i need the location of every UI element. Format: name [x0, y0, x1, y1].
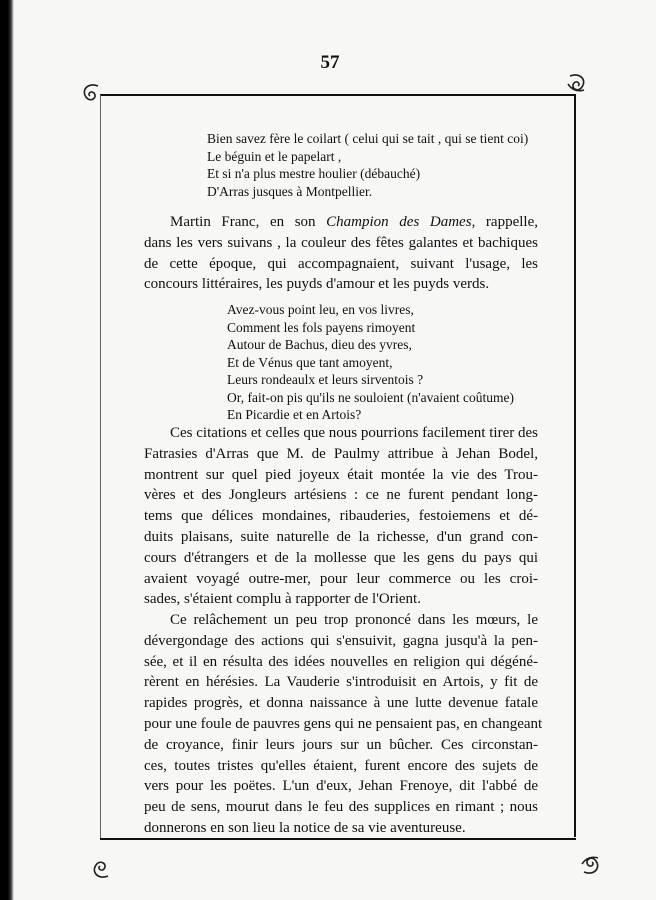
- paragraph-line: sée, et il en résulta des idées nouvelles en religion qui dégéné-: [144, 653, 538, 670]
- book-title-italic: Champion des Dames: [326, 214, 472, 230]
- paragraph-line: dans les vers suivans , la couleur des fêtes galantes et bachiques: [144, 234, 538, 251]
- paragraph-line: montrent sur quel pied joyeux était montée la vie des Trou-: [144, 466, 538, 483]
- corner-flourish-icon: [578, 852, 604, 878]
- paragraph-line: rèrent en hérésies. La Vauderie s'introduisit en Artois, y fit de: [144, 674, 538, 691]
- verse-line: Leurs rondeaulx et leurs sirventois ?: [227, 372, 424, 387]
- paragraph-line: avaient voyagé outre-mer, pour leur commerce ou les croi-: [144, 570, 538, 587]
- paragraph-line: Martin Franc, en son Champion des Dames, rappelle,: [170, 214, 538, 230]
- verse-line: D'Arras jusques à Montpellier.: [207, 183, 373, 199]
- verse-line: Avez-vous point leu, en vos livres,: [227, 302, 414, 317]
- paragraph-line: vères et des Jongleurs artésiens : ce ne furent pendant long-: [144, 487, 538, 504]
- paragraph-line: vers pour les poëtes. L'un d'eux, Jehan Frenoye, dit l'abbé de: [144, 778, 538, 795]
- paragraph-line: de croyance, finir leurs jours sur un bûcher. Ces circonstan-: [144, 736, 538, 753]
- corner-flourish-icon: [88, 856, 114, 882]
- frame-border-right: [574, 95, 576, 837]
- page-number: 57: [320, 52, 340, 73]
- paragraph-line: Fatrasies d'Arras que M. de Paulmy attribue à Jehan Bodel,: [144, 445, 538, 462]
- verse-line: Or, fait-on pis qu'ils ne souloient (n'avaient coûtume): [227, 389, 515, 405]
- paragraph-relachement: [144, 610, 543, 839]
- verse-quotation-2: [227, 301, 514, 424]
- paragraph-line: rapides progrès, et donna naissance à une lutte devenue fatale: [144, 695, 538, 712]
- paragraph-line: pour une foule de pauvres gens qui ne pensaient pas, en changeant: [144, 715, 543, 732]
- frame-border-left: [100, 95, 101, 840]
- verse-line: Comment les fols payens rimoyent: [227, 319, 416, 335]
- book-binding-shadow: [0, 0, 14, 900]
- verse-quotation-1: [207, 130, 528, 200]
- paragraph-line: ces, toutes tristes qu'elles étaient, furent encore des sujets de: [144, 757, 538, 774]
- verse-line: Et si n'a plus mestre houlier (débauché): [207, 166, 421, 181]
- paragraph-line: donnerons en son lieu la notice de sa vie aventureuse.: [144, 819, 466, 836]
- paragraph-line: sades, s'étaient complu à rapporter de l'Orient.: [144, 591, 421, 608]
- paragraph-line: dévergondage des actions qui s'ensuivit, gagna jusqu'à la pen-: [144, 632, 538, 649]
- paragraph-line: peu de sens, mourut dans le feu des supplices en rimant ; nous: [144, 799, 538, 816]
- paragraph-line: duits plaisans, suite naturelle de la richesse, d'un grand con-: [144, 528, 538, 545]
- paragraph-line: cours d'étrangers et de la mollesse que les gens du pays qui: [144, 549, 538, 566]
- verse-line: Et de Vénus que tant amoyent,: [227, 354, 393, 370]
- verse-line: En Picardie et en Artois?: [227, 407, 362, 422]
- paragraph-martin-franc: [144, 212, 538, 295]
- paragraph-line: Ces citations et celles que nous pourrions facilement tirer des: [170, 425, 538, 441]
- paragraph-line: tems que délices mondaines, ribauderies, festoiemens et dé-: [144, 508, 538, 525]
- corner-flourish-icon: [564, 70, 590, 96]
- paragraph-line: Ce relâchement un peu trop prononcé dans les mœurs, le: [170, 612, 538, 628]
- verse-line: Autour de Bachus, dieu des yvres,: [227, 337, 412, 352]
- paragraph-line: de cette époque, qui accompagnaient, suivant l'usage, les: [144, 255, 538, 272]
- frame-border-top: [100, 94, 576, 96]
- paragraph-line: concours littéraires, les puyds d'amour et les puyds verds.: [144, 276, 490, 293]
- paragraph-citations: [144, 423, 538, 610]
- verse-line: Bien savez fère le coilart ( celui qui se tait , qui se tient coi): [207, 131, 529, 146]
- corner-flourish-icon: [78, 80, 104, 106]
- verse-line: Le béguin et le papelart ,: [207, 148, 342, 164]
